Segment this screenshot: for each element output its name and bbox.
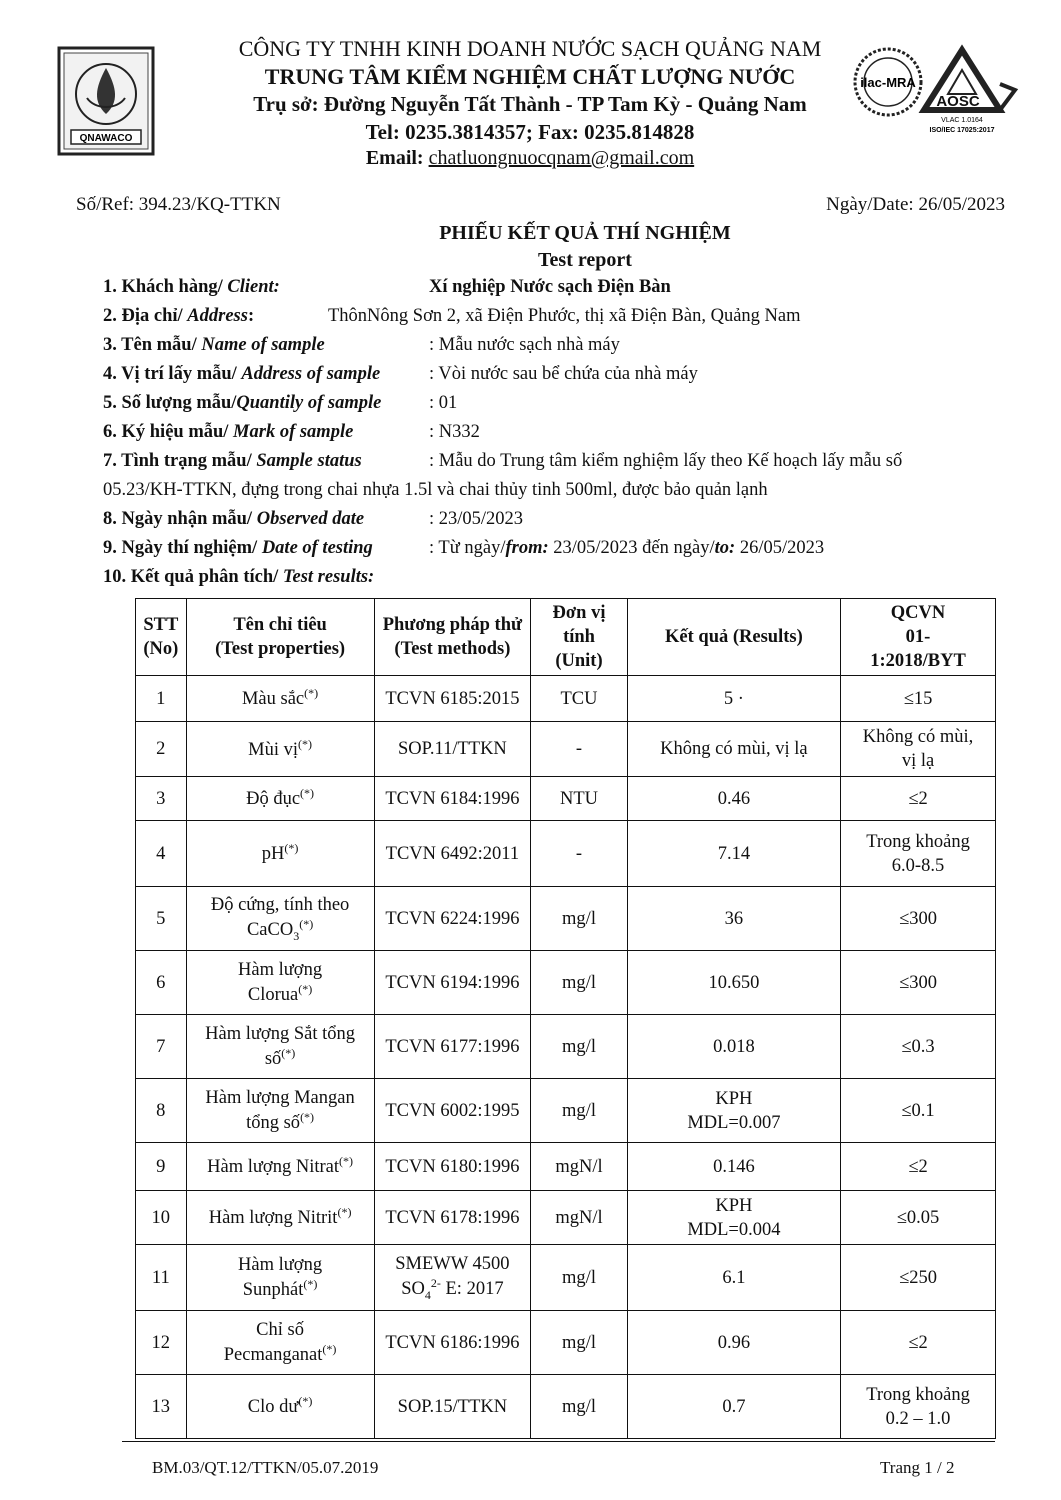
header-results: Kết quả (Results) — [627, 599, 840, 676]
cell-property: Chỉ số Pecmanganat(*) — [186, 1311, 374, 1375]
cell-unit: mg/l — [531, 951, 628, 1015]
cell-unit: mg/l — [531, 1015, 628, 1079]
table-row — [136, 1143, 996, 1191]
cell-unit: - — [531, 722, 628, 777]
cell-result: 0.146 — [627, 1143, 840, 1191]
field-sample-quantity: 5. Số lượng mẫu/Quantily of sample : 01 — [103, 393, 458, 413]
header-methods: Phương pháp thử (Test methods) — [374, 599, 531, 676]
table-row — [136, 722, 996, 777]
cell-standard: ≤2 — [841, 777, 996, 821]
cell-no: 6 — [136, 951, 187, 1015]
cell-no: 12 — [136, 1311, 187, 1375]
iso-code: ISO/IEC 17025:2017 — [929, 127, 995, 134]
company-name: CÔNG TY TNHH KINH DOANH NƯỚC SẠCH QUẢNG NAM — [238, 36, 822, 61]
observed-date-value: : 23/05/2023 — [429, 509, 524, 529]
table-row — [136, 1015, 996, 1079]
cell-property: Độ cứng, tính theo CaCO$_3$(*) — [186, 887, 374, 951]
field-sample-name: 3. Tên mẫu/ Name of sample : Mẫu nước sạch nhà máy — [103, 335, 620, 355]
field-observed-date: 8. Ngày nhận mẫu/ Observed date : 23/05/2023 — [103, 509, 524, 529]
center-name: TRUNG TÂM KIỂM NGHIỆM CHẤT LƯỢNG NƯỚC — [264, 64, 796, 89]
footer-divider — [122, 1441, 995, 1442]
testing-date-value: : Từ ngày/from: 23/05/2023 đến ngày/to: 26/05/2023 — [429, 538, 825, 558]
cell-property: Mùi vị(*) — [186, 722, 374, 777]
table-row — [136, 1375, 996, 1439]
cell-standard: Trong khoảng 0.2 – 1.0 — [841, 1375, 996, 1439]
cell-method: TCVN 6002:1995 — [374, 1079, 531, 1143]
cell-result: KPH MDL=0.004 — [627, 1191, 840, 1245]
cell-no: 2 — [136, 722, 187, 777]
email-label: Email: — [365, 147, 429, 169]
cell-result: 0.96 — [627, 1311, 840, 1375]
cell-method: TCVN 6224:1996 — [374, 887, 531, 951]
sample-location-value: : Vòi nước sau bể chứa của nhà máy — [429, 364, 698, 384]
cell-standard: ≤0.3 — [841, 1015, 996, 1079]
cell-no: 7 — [136, 1015, 187, 1079]
cell-standard: ≤0.05 — [841, 1191, 996, 1245]
report-subtitle: Test report — [538, 249, 632, 271]
cell-no: 11 — [136, 1245, 187, 1311]
cell-no: 9 — [136, 1143, 187, 1191]
cell-property: Hàm lượng Nitrat(*) — [186, 1143, 374, 1191]
cell-no: 4 — [136, 821, 187, 887]
cell-standard: ≤2 — [841, 1311, 996, 1375]
table-row — [136, 1079, 996, 1143]
header-properties: Tên chỉ tiêu (Test properties) — [186, 599, 374, 676]
cell-result: Không có mùi, vị lạ — [627, 722, 840, 777]
cell-standard: ≤300 — [841, 951, 996, 1015]
field-sample-status: 7. Tình trạng mẫu/ Sample status : Mẫu do Trung tâm kiểm nghiệm lấy theo Kế hoạch lấy mẫu số — [103, 451, 903, 471]
field-sample-mark: 6. Ký hiệu mẫu/ Mark of sample : N332 — [103, 422, 480, 442]
field-client: 1. Khách hàng/ Client: Xí nghiệp Nước sạch Điện Bàn — [103, 277, 671, 297]
cell-property: Hàm lượng Sunphát(*) — [186, 1245, 374, 1311]
cell-unit: TCU — [531, 676, 628, 722]
cell-no: 8 — [136, 1079, 187, 1143]
cell-property: Hàm lượng Nitrit(*) — [186, 1191, 374, 1245]
cell-unit: - — [531, 821, 628, 887]
table-row — [136, 951, 996, 1015]
report-title: PHIẾU KẾT QUẢ THÍ NGHIỆM — [439, 222, 731, 244]
cell-standard: Trong khoảng 6.0-8.5 — [841, 821, 996, 887]
cell-method: TCVN 6194:1996 — [374, 951, 531, 1015]
report-date: Ngày/Date: 26/05/2023 — [826, 194, 1005, 215]
contact-phone: Tel: 0235.3814357; Fax: 0235.814828 — [365, 120, 695, 144]
table-row — [136, 676, 996, 722]
cell-result: 36 — [627, 887, 840, 951]
company-logo — [57, 46, 155, 156]
cell-method: TCVN 6178:1996 — [374, 1191, 531, 1245]
cell-no: 10 — [136, 1191, 187, 1245]
table-row — [136, 821, 996, 887]
sample-name-value: : Mẫu nước sạch nhà máy — [429, 335, 620, 355]
cell-result: 6.1 — [627, 1245, 840, 1311]
cell-result: KPH MDL=0.007 — [627, 1079, 840, 1143]
cell-method: TCVN 6185:2015 — [374, 676, 531, 722]
contact-email — [160, 147, 900, 170]
ilac-logo-text: ilac-MRA — [860, 75, 916, 90]
sample-status-continued: 05.23/KH-TTKN, đựng trong chai nhựa 1.5l và chai thủy tinh 500ml, được bảo quản lạnh — [103, 480, 768, 500]
field-test-results: 10. Kết quả phân tích/ Test results: — [103, 567, 375, 587]
page-number: Trang 1 / 2 — [880, 1458, 955, 1477]
table-row — [136, 887, 996, 951]
cell-result: 7.14 — [627, 821, 840, 887]
cell-unit: mg/l — [531, 1311, 628, 1375]
cell-property: Clo dư(*) — [186, 1375, 374, 1439]
cell-method: TCVN 6184:1996 — [374, 777, 531, 821]
aosc-logo-text: AOSC — [936, 93, 980, 110]
reference-number: Số/Ref: 394.23/KQ-TTKN — [76, 194, 281, 215]
cell-result: 0.46 — [627, 777, 840, 821]
table-header-row — [136, 599, 996, 676]
cell-no: 1 — [136, 676, 187, 722]
cell-property: Hàm lượng Clorua(*) — [186, 951, 374, 1015]
header-unit: Đơn vị tính (Unit) — [531, 599, 628, 676]
cell-method: TCVN 6180:1996 — [374, 1143, 531, 1191]
cell-method: TCVN 6186:1996 — [374, 1311, 531, 1375]
table-row — [136, 1245, 996, 1311]
header-standard: QCVN 01- 1:2018/BYT — [841, 599, 996, 676]
table-row — [136, 777, 996, 821]
cell-method: SOP.15/TTKN — [374, 1375, 531, 1439]
cell-result: 10.650 — [627, 951, 840, 1015]
cell-standard: ≤15 — [841, 676, 996, 722]
sample-mark-value: : N332 — [429, 422, 480, 442]
field-sample-location: 4. Vị trí lấy mẫu/ Address of sample : Vòi nước sau bể chứa của nhà máy — [103, 364, 698, 384]
cell-method: TCVN 6492:2011 — [374, 821, 531, 887]
client-value: Xí nghiệp Nước sạch Điện Bàn — [429, 277, 671, 297]
cell-method: SOP.11/TTKN — [374, 722, 531, 777]
sample-quantity-value: : 01 — [429, 393, 458, 413]
cell-property: Hàm lượng Sắt tổng số(*) — [186, 1015, 374, 1079]
table-row — [136, 1311, 996, 1375]
address-value: ThônNông Sơn 2, xã Điện Phước, thị xã Điện Bàn, Quảng Nam — [328, 306, 801, 326]
cell-standard: ≤2 — [841, 1143, 996, 1191]
vlac-code: VLAC 1.0164 — [941, 117, 983, 124]
email-link[interactable]: chatluongnuocqnam@gmail.com — [428, 147, 695, 169]
cell-unit: mg/l — [531, 887, 628, 951]
cell-property: Độ đục(*) — [186, 777, 374, 821]
field-address: 2. Địa chỉ/ Address: ThônNông Sơn 2, xã Điện Phước, thị xã Điện Bàn, Quảng Nam — [103, 306, 801, 326]
cell-unit: mgN/l — [531, 1191, 628, 1245]
cell-unit: NTU — [531, 777, 628, 821]
cell-result: 5 · — [627, 676, 840, 722]
cell-property: Màu sắc(*) — [186, 676, 374, 722]
cell-unit: mg/l — [531, 1079, 628, 1143]
cell-no: 3 — [136, 777, 187, 821]
cell-property: pH(*) — [186, 821, 374, 887]
cell-method: TCVN 6177:1996 — [374, 1015, 531, 1079]
cell-standard: ≤300 — [841, 887, 996, 951]
cell-standard: ≤0.1 — [841, 1079, 996, 1143]
cell-no: 13 — [136, 1375, 187, 1439]
cell-unit: mgN/l — [531, 1143, 628, 1191]
cell-standard: ≤250 — [841, 1245, 996, 1311]
cell-no: 5 — [136, 887, 187, 951]
sample-status-value: : Mẫu do Trung tâm kiểm nghiệm lấy theo Kế hoạch lấy mẫu số — [429, 451, 903, 471]
cell-unit: mg/l — [531, 1245, 628, 1311]
logo-text: QNAWACO — [79, 133, 133, 144]
header-no: STT (No) — [136, 599, 187, 676]
cell-result: 0.018 — [627, 1015, 840, 1079]
field-testing-date: 9. Ngày thí nghiệm/ Date of testing : Từ ngày/from: 23/05/2023 đến ngày/to: 26/05/2023 — [103, 538, 825, 558]
table-row — [136, 1191, 996, 1245]
results-table — [135, 598, 996, 1439]
cell-unit: mg/l — [531, 1375, 628, 1439]
form-code: BM.03/QT.12/TTKN/05.07.2019 — [152, 1458, 379, 1477]
cell-standard: Không có mùi, vị lạ — [841, 722, 996, 777]
cell-method: SMEWW 4500 $SO_4^{2-}$ E: 2017 — [374, 1245, 531, 1311]
cell-property: Hàm lượng Mangan tổng số(*) — [186, 1079, 374, 1143]
head-office: Trụ sở: Đường Nguyễn Tất Thành - TP Tam Kỳ - Quảng Nam — [253, 92, 807, 116]
cell-result: 0.7 — [627, 1375, 840, 1439]
